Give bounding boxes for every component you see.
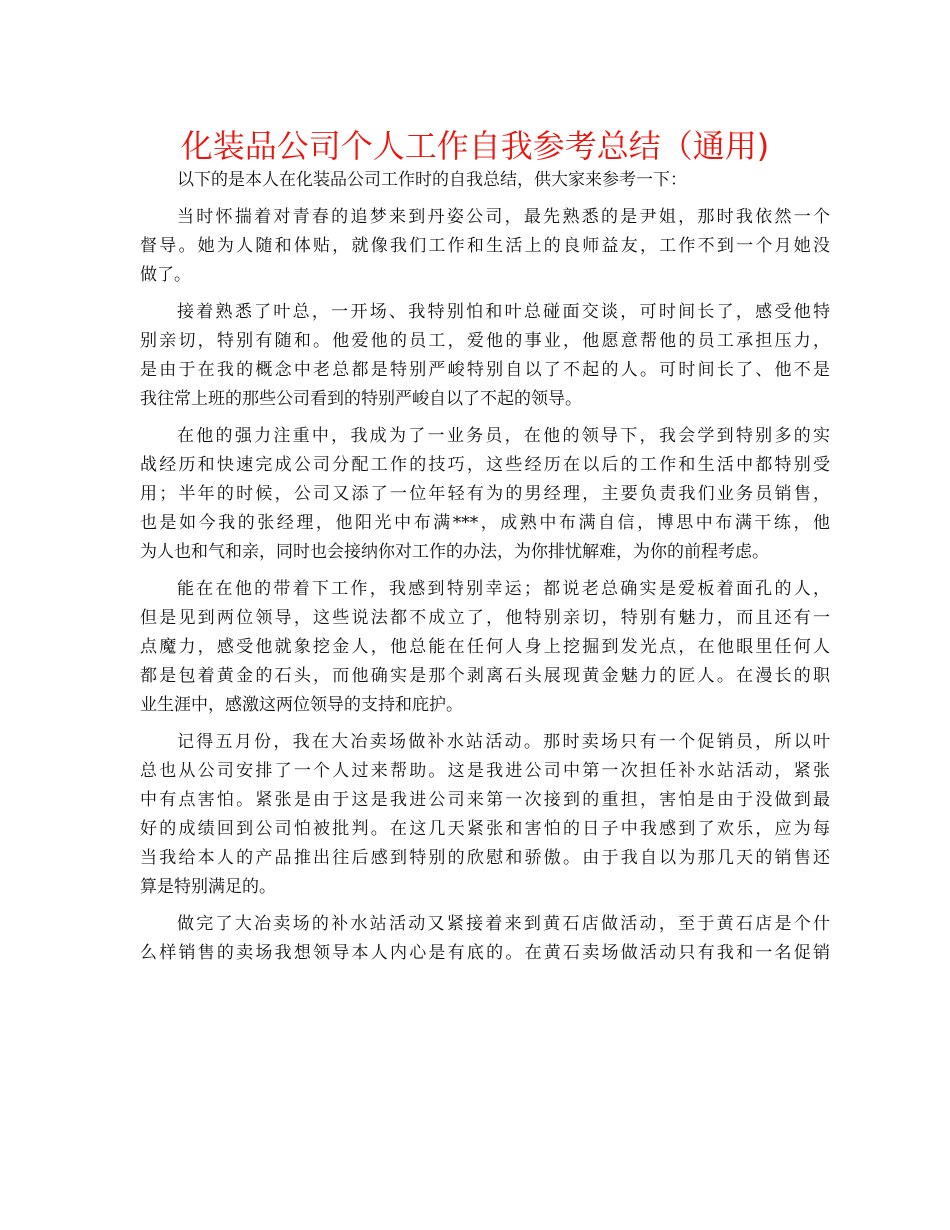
text-line: 业生涯中，感激这两位领导的支持和庇护。 bbox=[140, 695, 463, 715]
paragraph bbox=[140, 298, 830, 414]
text-line: 好的成绩回到公司怕被批判。在这几天紧张和害怕的日子中我感到了欢乐，应为每 bbox=[140, 819, 830, 839]
text-line: 我往常上班的那些公司看到的特别严峻自以了不起的领导。 bbox=[140, 389, 582, 409]
text-line: 接着熟悉了叶总，一开场、我特别怕和叶总碰面交谈，可时间长了，感受他特 bbox=[177, 302, 830, 322]
text-line: 为人也和气和亲，同时也会接纳你对工作的办法，为你排忧解难，为你的前程考虑。 bbox=[140, 542, 769, 562]
paragraph bbox=[140, 728, 830, 902]
text-line: 做完了大冶卖场的补水站活动又紧接着来到黄石店做活动，至于黄石店是个什 bbox=[177, 914, 830, 934]
paragraph bbox=[140, 203, 830, 290]
paragraph bbox=[140, 575, 830, 720]
text-line: 中有点害怕。紧张是由于这是我进公司来第一次接到的重担，害怕是由于没做到最 bbox=[140, 790, 830, 810]
text-line: 别亲切，特别有随和。他爱他的员工，爱他的事业，他愿意帮他的员工承担压力， bbox=[140, 331, 830, 351]
text-line: 是由于在我的概念中老总都是特别严峻特别自以了不起的人。可时间长了、他不是 bbox=[140, 360, 830, 380]
text-line: 督导。她为人随和体贴，就像我们工作和生活上的良师益友，工作不到一个月她没 bbox=[140, 236, 830, 256]
paragraph bbox=[140, 910, 830, 968]
document-body bbox=[140, 166, 830, 976]
text-line: 但是见到两位领导，这些说法都不成立了，他特别亲切，特别有魅力，而且还有一 bbox=[140, 608, 830, 628]
text-line: 点魔力，感受他就象挖金人，他总能在任何人身上挖掘到发光点，在他眼里任何人 bbox=[140, 637, 830, 657]
document-title: 化装品公司个人工作自我参考总结（通用) bbox=[180, 127, 770, 165]
paragraph bbox=[140, 166, 830, 195]
text-line: 记得五月份，我在大冶卖场做补水站活动。那时卖场只有一个促销员，所以叶 bbox=[177, 732, 830, 752]
text-line: 战经历和快速完成公司分配工作的技巧，这些经历在以后的工作和生活中都特别受 bbox=[140, 455, 830, 475]
text-line: 总也从公司安排了一个人过来帮助。这是我进公司中第一次担任补水站活动，紧张 bbox=[140, 761, 830, 781]
text-line: 用；半年的时候，公司又添了一位年轻有为的男经理，主要负责我们业务员销售， bbox=[140, 484, 830, 504]
text-line: 做了。 bbox=[140, 265, 191, 285]
text-line: 算是特别满足的。 bbox=[140, 877, 276, 897]
text-line: 也是如今我的张经理，他阳光中布满***，成熟中布满自信，博思中布满干练，他 bbox=[140, 513, 830, 533]
paragraph bbox=[140, 422, 830, 567]
text-line: 都是包着黄金的石头，而他确实是那个剥离石头展现黄金魅力的匠人。在漫长的职 bbox=[140, 666, 830, 686]
text-line: 当时怀揣着对青春的追梦来到丹姿公司，最先熟悉的是尹姐，那时我依然一个 bbox=[177, 207, 830, 227]
text-line: 么样销售的卖场我想领导本人内心是有底的。在黄石卖场做活动只有我和一名促销 bbox=[140, 943, 830, 963]
text-line: 以下的是本人在化装品公司工作时的自我总结，供大家来参考一下： bbox=[177, 170, 687, 190]
text-line: 在他的强力注重中，我成为了一业务员，在他的领导下，我会学到特别多的实 bbox=[177, 426, 830, 446]
text-line: 能在在他的带着下工作，我感到特别幸运；都说老总确实是爱板着面孔的人， bbox=[177, 579, 830, 599]
text-line: 当我给本人的产品推出往后感到特别的欣慰和骄傲。由于我自以为那几天的销售还 bbox=[140, 848, 830, 868]
